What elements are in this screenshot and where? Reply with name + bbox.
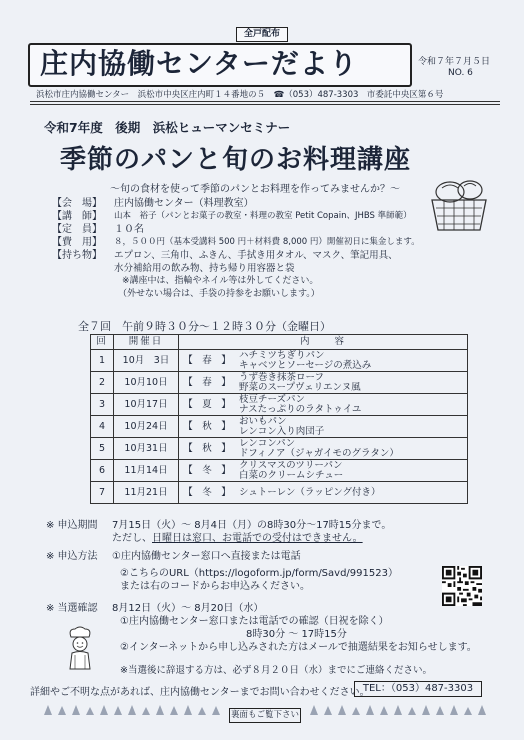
session-date: 11月21日 [114,482,179,504]
menu-item: レンコン入り肉団子 [239,425,325,437]
see-reverse-note: 裏面もご覧下さい [229,708,301,723]
application-method [46,550,398,593]
session-menu [235,416,468,438]
confirm-cancel-note: ※当選後に辞退する方は、必ず８月２０日（水）までにご連絡ください。 [120,665,432,676]
table-row [91,394,468,416]
items-value-cont: 水分補給用の飲み物、持ち帰り用容器と袋 [114,263,295,274]
menu-item: うず巻き抹茶ローフ [239,371,325,383]
confirm-label: ※ 当選確認 [46,603,98,614]
session-menu [235,372,468,394]
column-header: 内 容 [179,335,468,350]
menu-item: キャベツとソーセージの煮込み [239,359,372,371]
venue-value: 庄内協働センター（料理教室） [114,198,254,209]
menu-item: シュトーレン（ラッピング付き） [239,486,381,498]
session-menu [235,460,468,482]
seminar-heading: 令和7年度 後期 浜松ヒューマンセミナー [44,120,291,135]
distribution-badge: 全戸配布 [236,27,288,42]
application-period [46,519,391,545]
session-season: 【 秋 】 [179,416,236,438]
table-row [91,416,468,438]
session-menu [235,482,468,504]
footer-phone[interactable]: TEL：（053）487-3303 [354,681,482,697]
menu-item: 白菜のクリームシチュー [239,469,344,481]
session-number: 2 [91,372,114,394]
issue-number: NO. 6 [448,68,473,78]
session-menu [235,350,468,372]
session-date: 10月17日 [114,394,179,416]
menu-item: レンコンパン [239,437,296,449]
confirm-dates: 8月12日（火）～ 8月20日（水） [112,603,264,614]
table-row [91,372,468,394]
confirm-counter: ①庄内協働センター窓口または電話での確認（日祝を除く） [120,616,389,627]
menu-item: クリスマスのツリーパン [239,459,343,471]
session-season: 【 冬 】 [179,482,236,504]
capacity-label: 【定 員】 [52,224,102,235]
column-header: 開催日 [114,335,179,350]
masthead [28,43,412,87]
teacher-label: 【講 師】 [52,211,102,222]
session-number: 4 [91,416,114,438]
divider [30,101,500,102]
qr-code-icon[interactable] [442,566,482,606]
session-date: 10月 3日 [114,350,179,372]
footer-contact-text: 詳細やご不明な点があれば、庄内協働センターまでお問い合わせください。 [30,687,370,698]
period-dates: 7月15日（火）～ 8月4日（月）の8時30分～17時15分まで。 [112,520,392,531]
schedule-summary: 全７回 午前９時３０分～１２時３０分（金曜日） [78,320,331,333]
confirm-online: ②インターネットから申し込みされた方はメールで抽選結果をお知らせします。 [120,642,477,653]
session-number: 6 [91,460,114,482]
method-online-link[interactable]: ②こちらのURL（https://logoform.jp/form/Savd/991523） [120,568,398,579]
menu-item: ハチミツちぎりパン [239,349,325,361]
menu-item: ドフィノア（ジャガイモのグラタン） [239,447,399,459]
session-season: 【 秋 】 [179,438,236,460]
period-note-prefix: ただし、 [112,533,152,544]
venue-label: 【会 場】 [52,198,102,209]
period-note: 日曜日は窓口、お電話での受付はできません。 [152,533,363,544]
column-header: 回 [91,335,114,350]
menu-item: 野菜のスープヴェリエンヌ風 [239,381,361,393]
newsletter-title: 庄内協働センターだより [40,47,358,80]
divider [30,104,500,105]
items-label: 【持ち物】 [52,250,102,261]
table-row [91,460,468,482]
chef-illustration-icon [62,625,98,675]
course-title: 季節のパンと旬のお料理講座 [60,145,412,175]
table-header-row [91,335,468,350]
capacity-value: １０名 [114,224,144,235]
session-date: 10月31日 [114,438,179,460]
session-menu [235,438,468,460]
session-number: 1 [91,350,114,372]
issue-date: 令和７年７月５日 [418,57,491,67]
table-row [91,482,468,504]
table-row [91,438,468,460]
menu-item: ナスたっぷりのラタトゥイユ [239,403,362,415]
method-label: ※ 申込方法 [46,551,98,562]
session-number: 5 [91,438,114,460]
center-address: 浜松市庄内協働センター 浜松市中央区庄内町１４番地の５ ☎（053）487-3303 市委託中央区第６号 [36,90,444,100]
session-number: 3 [91,394,114,416]
session-season: 【 夏 】 [179,394,236,416]
table-row [91,350,468,372]
items-note: ※講座中は、指輪やネイル等は外してください。 [122,276,319,286]
result-confirmation [46,602,477,677]
menu-item: 枝豆チーズパン [239,393,306,405]
fee-label: 【費 用】 [52,237,102,248]
session-date: 10月10日 [114,372,179,394]
confirm-hours: 8時30分 ～ 17時15分 [246,629,347,640]
fee-value: ８，５００円（基本受講料 500 円＋材料費 8,000 円）開催初日に集金します。 [114,237,420,247]
session-season: 【 春 】 [179,350,236,372]
session-season: 【 冬 】 [179,460,236,482]
session-season: 【 春 】 [179,372,236,394]
session-number: 7 [91,482,114,504]
menu-item: おいもパン [239,415,287,427]
course-subtitle: ～旬の食材を使って季節のパンとお料理を作ってみませんか？～ [110,184,400,195]
method-counter: ①庄内協働センター窓口へ直接または電話 [112,551,301,562]
schedule-table [90,334,468,504]
items-value: エプロン、三角巾、ふきん、手拭き用タオル、マスク、筆記用具、 [114,250,398,261]
course-info [52,197,492,301]
period-label: ※ 申込期間 [46,520,98,531]
teacher-value: 山本 裕子（パンとお菓子の教室・料理の教室 Petit Copain、JHBS 準師範） [114,211,412,221]
session-date: 10月24日 [114,416,179,438]
session-date: 11月14日 [114,460,179,482]
session-menu [235,394,468,416]
items-note-cont: （外せない場合は、手袋の持参をお願いします。） [118,289,320,299]
method-qr-text: または右のコードからお申込みください。 [120,581,310,592]
